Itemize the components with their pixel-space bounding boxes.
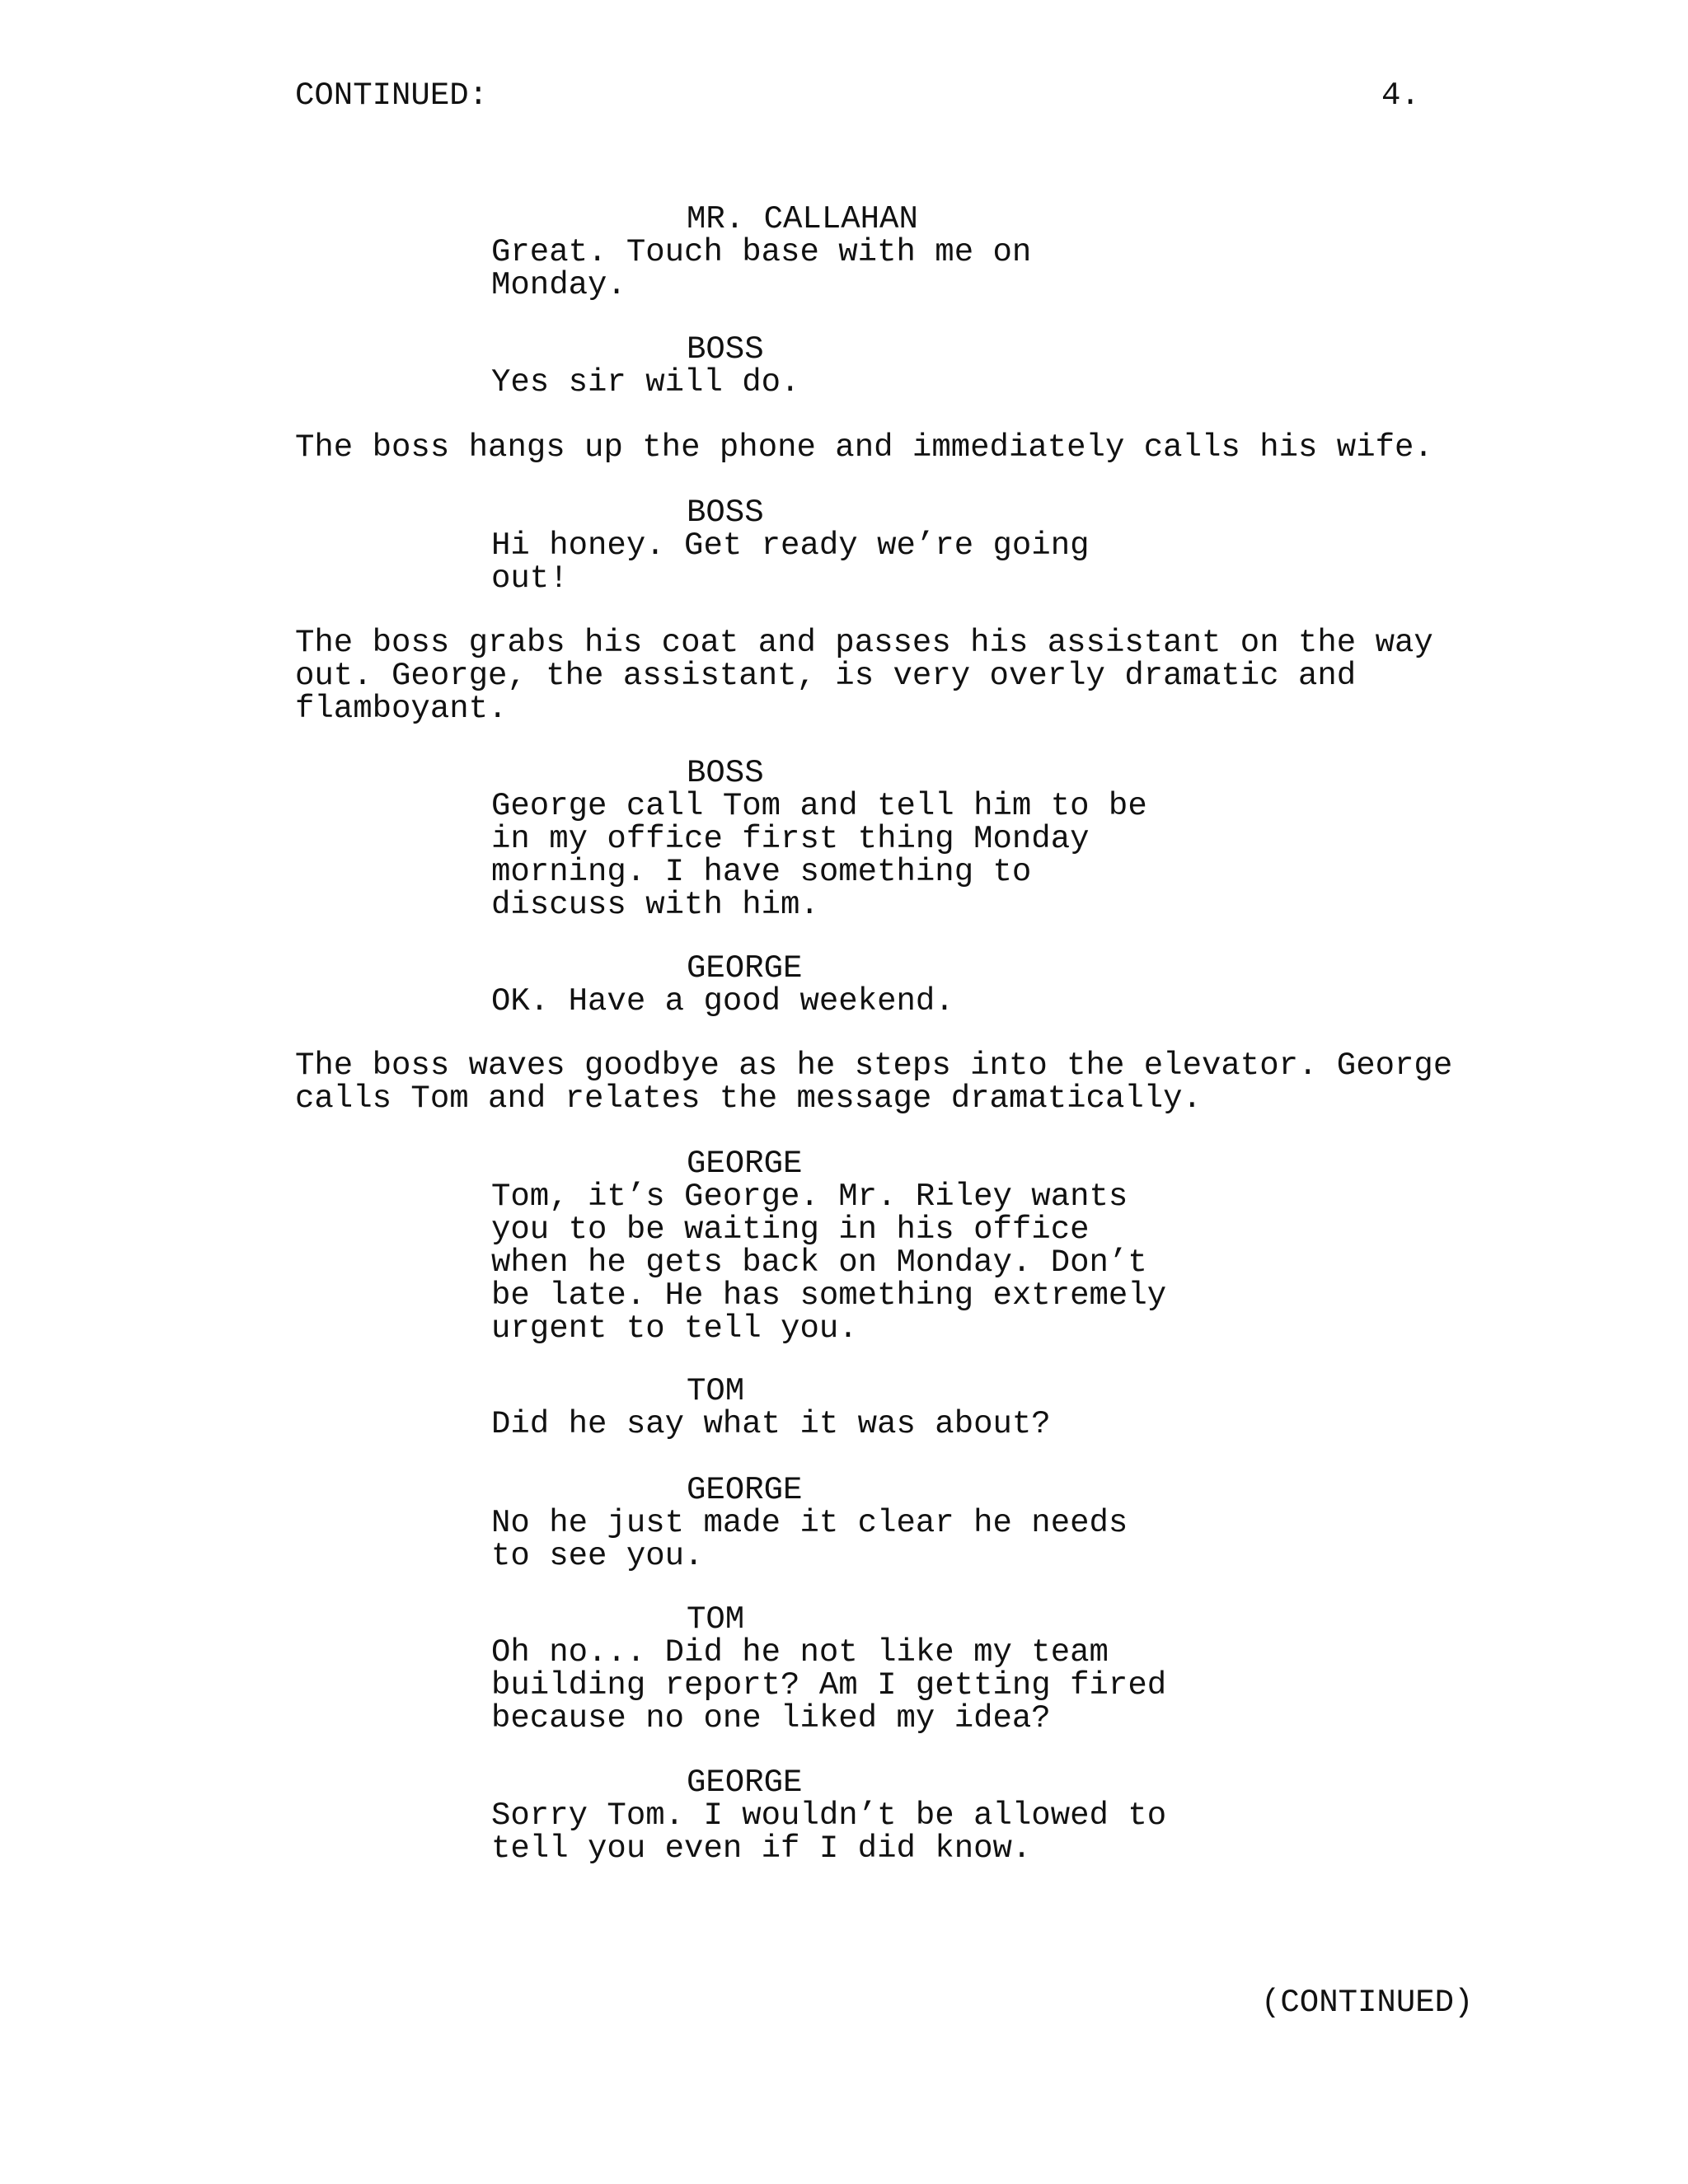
- action-block: [295, 626, 1433, 725]
- dialogue-block: [491, 1636, 1166, 1735]
- dialogue-line: Tom, it’s George. Mr. Riley wants: [491, 1179, 1128, 1215]
- character-name: GEORGE: [687, 1472, 803, 1508]
- continued-header: CONTINUED:: [295, 77, 489, 114]
- dialogue-line: morning. I have something to: [491, 854, 1032, 890]
- dialogue-line: Yes sir will do.: [491, 364, 800, 401]
- dialogue-block: [491, 1507, 1128, 1572]
- dialogue-line: when he gets back on Monday. Don’t: [491, 1244, 1147, 1281]
- dialogue-line: Monday.: [491, 267, 626, 303]
- action-line: calls Tom and relates the message dramatically.: [295, 1080, 1202, 1117]
- action-line: The boss hangs up the phone and immediately calls his wife.: [295, 429, 1433, 466]
- action-line: out. George, the assistant, is very overly dramatic and: [295, 658, 1357, 694]
- dialogue-line: No he just made it clear he needs: [491, 1505, 1128, 1541]
- dialogue-line: tell you even if I did know.: [491, 1830, 1032, 1867]
- dialogue-line: Did he say what it was about?: [491, 1406, 1051, 1442]
- action-line: The boss waves goodbye as he steps into the elevator. George: [295, 1047, 1453, 1084]
- action-block: [295, 1049, 1452, 1115]
- character-name: MR. CALLAHAN: [687, 201, 918, 237]
- dialogue-block: [491, 1180, 1166, 1345]
- character-name: BOSS: [687, 755, 764, 791]
- dialogue-line: because no one liked my idea?: [491, 1700, 1051, 1736]
- dialogue-line: George call Tom and tell him to be: [491, 788, 1147, 824]
- dialogue-block: [491, 529, 1090, 595]
- continued-footer: (CONTINUED): [1261, 1985, 1474, 2021]
- dialogue-line: Hi honey. Get ready we’re going: [491, 527, 1090, 564]
- dialogue-block: [491, 1408, 1051, 1441]
- dialogue-line: Sorry Tom. I wouldn’t be allowed to: [491, 1797, 1167, 1834]
- action-line: flamboyant.: [295, 691, 508, 727]
- page-number: 4.: [1381, 77, 1420, 114]
- character-name: TOM: [687, 1601, 745, 1638]
- dialogue-line: out!: [491, 560, 569, 597]
- dialogue-line: discuss with him.: [491, 887, 819, 923]
- dialogue-block: [491, 236, 1031, 302]
- character-name: GEORGE: [687, 1765, 803, 1801]
- dialogue-line: be late. He has something extremely: [491, 1277, 1167, 1314]
- dialogue-block: [491, 790, 1147, 921]
- dialogue-line: OK. Have a good weekend.: [491, 983, 954, 1019]
- dialogue-block: [491, 366, 799, 399]
- action-line: The boss grabs his coat and passes his assistant on the way: [295, 625, 1433, 661]
- dialogue-line: building report? Am I getting fired: [491, 1667, 1167, 1704]
- dialogue-line: Great. Touch base with me on: [491, 234, 1032, 270]
- dialogue-block: [491, 1799, 1166, 1865]
- character-name: BOSS: [687, 331, 764, 368]
- dialogue-line: in my office first thing Monday: [491, 821, 1090, 857]
- character-name: GEORGE: [687, 950, 803, 987]
- dialogue-line: you to be waiting in his office: [491, 1212, 1090, 1248]
- dialogue-line: Oh no... Did he not like my team: [491, 1634, 1109, 1671]
- dialogue-block: [491, 985, 954, 1018]
- action-block: [295, 431, 1433, 464]
- dialogue-line: to see you.: [491, 1538, 704, 1574]
- dialogue-line: urgent to tell you.: [491, 1310, 858, 1347]
- character-name: TOM: [687, 1373, 745, 1409]
- character-name: BOSS: [687, 494, 764, 531]
- character-name: GEORGE: [687, 1146, 803, 1182]
